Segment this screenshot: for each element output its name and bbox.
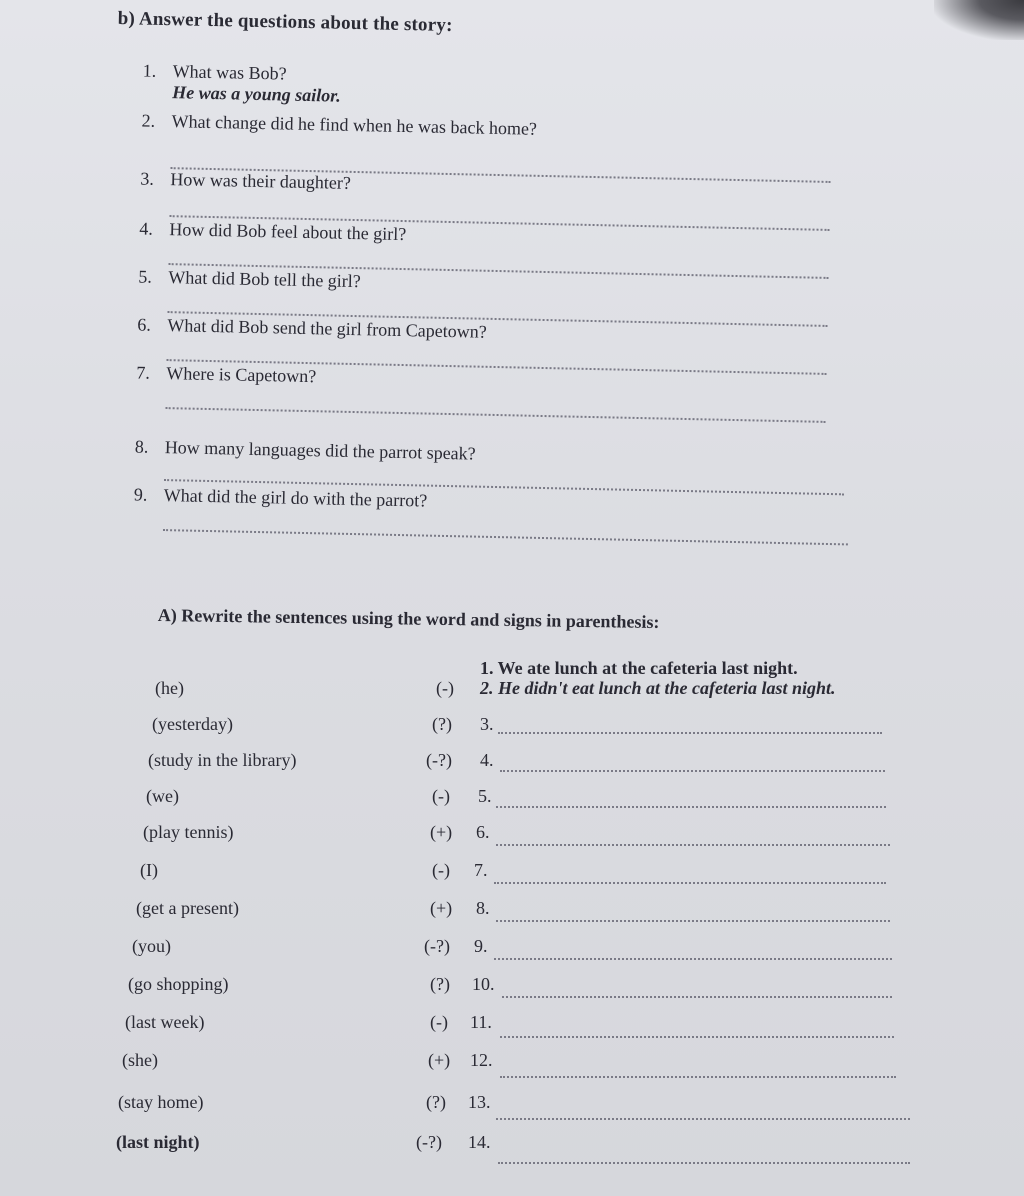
- answer-line[interactable]: [500, 770, 885, 772]
- answer-line[interactable]: [494, 882, 886, 884]
- corner-shadow: [934, 0, 1024, 40]
- question-number: 3.: [140, 168, 155, 189]
- question-number: 7.: [136, 362, 151, 383]
- rewrite-row-8: [0, 898, 1024, 928]
- question-7: [136, 362, 826, 397]
- rewrite-row-2: [0, 678, 1024, 708]
- question-number: 5.: [138, 266, 153, 287]
- sentence-number: 12.: [470, 1050, 493, 1070]
- cue-sign: (?): [430, 974, 450, 994]
- section-a-heading: A) Rewrite the sentences using the word and signs in parenthesis:: [157, 605, 660, 633]
- sentence-number: 3.: [480, 714, 494, 734]
- rewrite-row-9: [0, 936, 1024, 966]
- answer-line[interactable]: [500, 1076, 896, 1078]
- cue-word: (stay home): [118, 1092, 204, 1112]
- rewrite-row-10: [0, 974, 1024, 1004]
- answer-line[interactable]: [500, 1036, 894, 1038]
- question-1: [142, 61, 833, 117]
- cue-word: (I): [140, 860, 158, 880]
- rewrite-row-5: [0, 786, 1024, 816]
- question-text: What did Bob send the girl from Capetown?: [167, 315, 487, 342]
- sentence-number: 4.: [480, 750, 494, 770]
- example-sentence: 1. We ate lunch at the cafeteria last night.: [480, 658, 798, 678]
- answer-line-7[interactable]: [166, 407, 826, 423]
- sentence-number: 14.: [468, 1132, 491, 1152]
- cue-word: (play tennis): [143, 822, 234, 842]
- cue-sign: (?): [432, 714, 452, 734]
- cue-word: (study in the library): [148, 750, 297, 770]
- answer-line[interactable]: [502, 996, 892, 998]
- answer-line[interactable]: [498, 732, 882, 734]
- question-8: [135, 436, 825, 471]
- question-number: 9.: [133, 484, 148, 505]
- cue-sign: (-?): [416, 1132, 442, 1152]
- cue-word: (last night): [116, 1132, 200, 1152]
- question-5: [138, 266, 828, 301]
- rewrite-row-6: [0, 822, 1024, 852]
- cue-sign: (-): [430, 1012, 448, 1032]
- question-4: [139, 218, 829, 253]
- cue-sign: (-?): [426, 750, 452, 770]
- question-number: 2.: [141, 110, 156, 131]
- answer-line-9[interactable]: [163, 529, 848, 545]
- rewrite-row-4: [0, 750, 1024, 780]
- answer-line[interactable]: [496, 920, 890, 922]
- sentence-number: 5.: [478, 786, 492, 806]
- rewrite-row-13: [0, 1092, 1024, 1122]
- cue-word: (we): [146, 786, 179, 806]
- cue-sign: (+): [430, 822, 453, 842]
- question-text: Where is Capetown?: [166, 363, 317, 387]
- section-b: [117, 8, 878, 511]
- cue-word: (last week): [125, 1012, 205, 1032]
- cue-word: (yesterday): [152, 714, 233, 734]
- cue-sign: (+): [428, 1050, 451, 1070]
- sentence-number: 13.: [468, 1092, 491, 1112]
- question-number: 6.: [137, 314, 152, 335]
- rewrite-row-7: [0, 860, 1024, 890]
- question-number: 4.: [139, 218, 154, 239]
- question-text: What was Bob?: [172, 61, 287, 84]
- cue-sign: (+): [430, 898, 453, 918]
- cue-word: (she): [122, 1050, 158, 1070]
- answer-line[interactable]: [496, 844, 890, 846]
- question-text: How did Bob feel about the girl?: [169, 219, 407, 245]
- sentence-number: 7.: [474, 860, 488, 880]
- question-text: What did Bob tell the girl?: [168, 267, 362, 292]
- question-text: What did the girl do with the parrot?: [163, 485, 428, 511]
- answer-line[interactable]: [496, 1118, 910, 1120]
- cue-sign: (-): [432, 786, 450, 806]
- rewrite-row-11: [0, 1012, 1024, 1042]
- answer-text: He was a young sailor.: [172, 82, 341, 106]
- cue-word: (he): [155, 678, 184, 698]
- cue-sign: (?): [426, 1092, 446, 1112]
- sentence-number: 6.: [476, 822, 490, 842]
- cue-sign: (-): [432, 860, 450, 880]
- cue-sign: (-?): [424, 936, 450, 956]
- answer-sentence: 2. He didn't eat lunch at the cafeteria last night.: [480, 678, 836, 698]
- rewrite-table: [0, 650, 1024, 1190]
- rewrite-row-3: [0, 714, 1024, 744]
- cue-word: (you): [132, 936, 171, 956]
- question-text: How was their daughter?: [170, 169, 352, 193]
- question-text: What change did he find when he was back home?: [171, 111, 538, 139]
- cue-word: (get a present): [136, 898, 239, 918]
- answer-line[interactable]: [496, 806, 886, 808]
- sentence-number: 11.: [470, 1012, 492, 1032]
- question-number: 8.: [134, 436, 149, 457]
- sentence-number: 10.: [472, 974, 495, 994]
- question-6: [137, 314, 827, 349]
- cue-word: (go shopping): [128, 974, 229, 994]
- question-2: [141, 111, 831, 146]
- sentence-number: 9.: [474, 936, 488, 956]
- answer-line[interactable]: [498, 1162, 910, 1164]
- rewrite-row-14: [0, 1132, 1024, 1162]
- question-number: 1.: [142, 60, 157, 81]
- rewrite-row-12: [0, 1050, 1024, 1080]
- cue-sign: (-): [436, 678, 454, 698]
- answer-line[interactable]: [494, 958, 892, 960]
- sentence-number: 8.: [476, 898, 490, 918]
- question-text: How many languages did the parrot speak?: [164, 437, 476, 464]
- section-b-heading: b) Answer the questions about the story:: [117, 8, 453, 37]
